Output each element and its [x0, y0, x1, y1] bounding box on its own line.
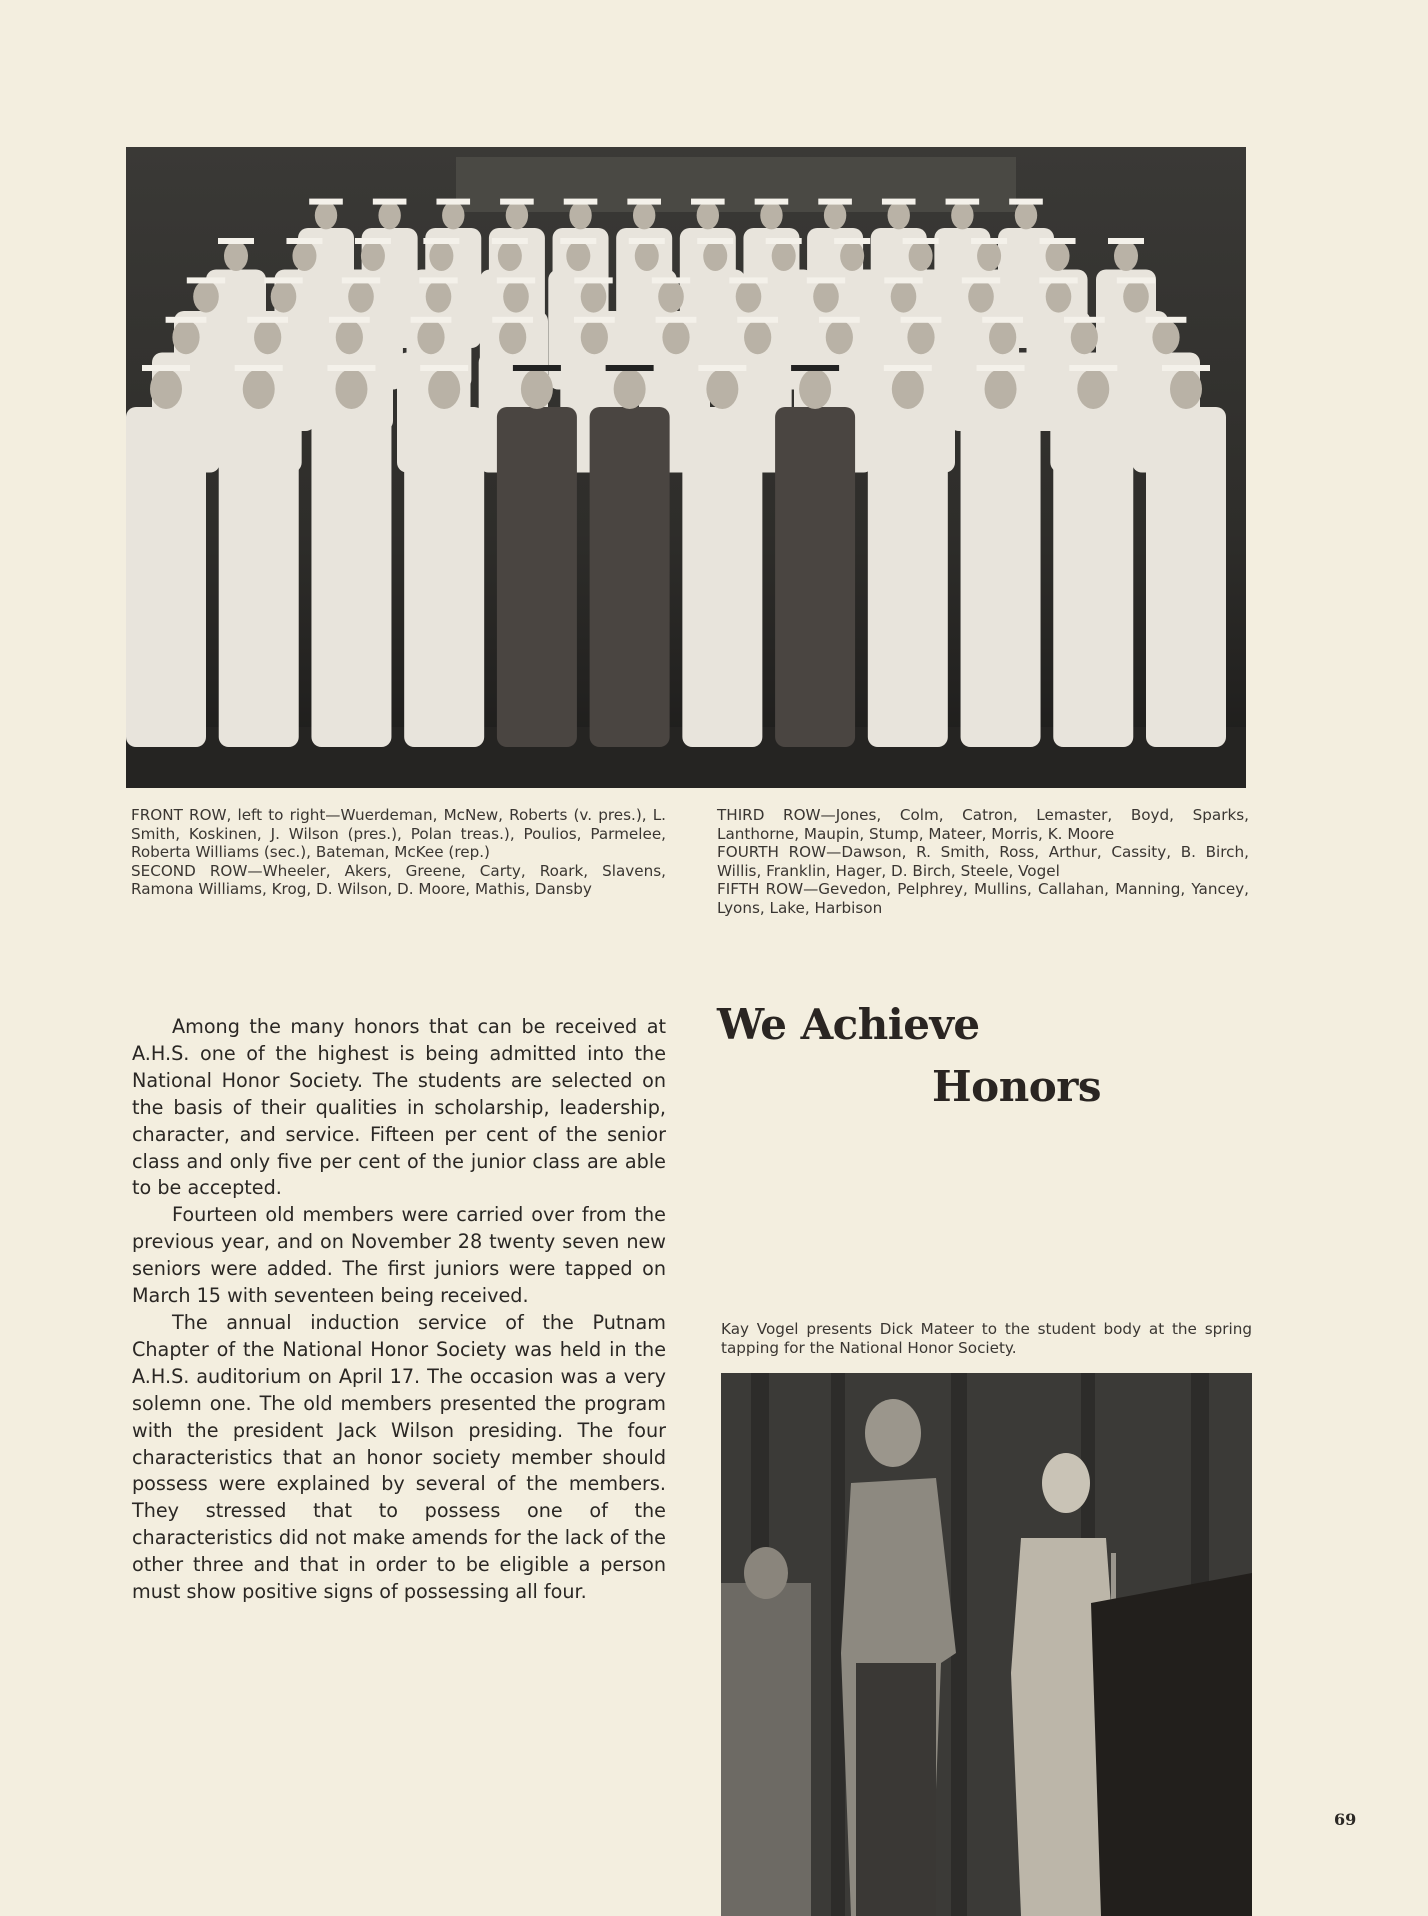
robe	[311, 407, 391, 747]
mortarboard	[691, 199, 725, 205]
mortarboard	[818, 199, 852, 205]
robe	[219, 407, 299, 747]
mortarboard	[355, 238, 391, 244]
tapping-photo	[721, 1373, 1252, 1916]
mortarboard	[627, 199, 661, 205]
face	[499, 320, 526, 354]
mortarboard	[698, 365, 746, 371]
face	[1046, 281, 1072, 313]
mortarboard	[373, 199, 407, 205]
mortarboard	[755, 199, 789, 205]
mortarboard	[946, 199, 980, 205]
robe	[126, 407, 206, 747]
face	[581, 281, 607, 313]
face	[172, 320, 199, 354]
face	[442, 201, 464, 229]
face	[566, 241, 590, 271]
mortarboard	[419, 277, 457, 283]
mortarboard	[235, 365, 283, 371]
group-photo-caption-left	[131, 806, 666, 899]
face	[909, 241, 933, 271]
mortarboard	[1146, 317, 1187, 323]
caption-third-row: THIRD ROW—Jones, Colm, Catron, Lemaster, Boyd, Sparks, Lanthorne, Maupin, Stump, Mateer, Morris, K. Moore	[717, 806, 1249, 843]
mortarboard	[1040, 238, 1076, 244]
face	[193, 281, 219, 313]
mortarboard	[264, 277, 302, 283]
face	[361, 241, 385, 271]
mortarboard	[982, 317, 1023, 323]
group-photo	[126, 147, 1246, 788]
tapping-photo-image	[721, 1373, 1252, 1916]
mortarboard	[737, 317, 778, 323]
mortarboard	[247, 317, 288, 323]
mortarboard	[342, 277, 380, 283]
face	[888, 201, 910, 229]
face	[989, 320, 1016, 354]
face	[150, 369, 182, 409]
mortarboard	[513, 365, 561, 371]
face	[426, 281, 452, 313]
face	[336, 320, 363, 354]
face	[348, 281, 374, 313]
face	[335, 369, 367, 409]
mortarboard	[1117, 277, 1155, 283]
face	[826, 320, 853, 354]
heading-line-1: We Achieve	[717, 1000, 980, 1049]
face	[635, 241, 659, 271]
face	[243, 369, 275, 409]
face	[378, 201, 400, 229]
caption-front-row: FRONT ROW, left to right—Wuerdeman, McNew, Roberts (v. pres.), L. Smith, Koskinen, J. Wilson (pres.), Polan treas.), Poulios, Parmelee, Roberta Williams (sec.), Bateman, McKee (rep.)	[131, 806, 666, 862]
caption-fifth-row: FIFTH ROW—Gevedon, Pelphrey, Mullins, Callahan, Manning, Yancey, Lyons, Lake, Harbison	[717, 880, 1249, 917]
face	[1123, 281, 1149, 313]
face	[697, 201, 719, 229]
face	[840, 241, 864, 271]
face	[417, 320, 444, 354]
face	[977, 241, 1001, 271]
face	[569, 201, 591, 229]
robe	[961, 407, 1041, 747]
robe	[404, 407, 484, 747]
mortarboard	[629, 238, 665, 244]
mortarboard	[1069, 365, 1117, 371]
face	[271, 281, 297, 313]
face	[503, 281, 529, 313]
face	[736, 281, 762, 313]
mortarboard	[329, 317, 370, 323]
mortarboard	[564, 199, 598, 205]
robe	[497, 407, 577, 747]
mortarboard	[492, 238, 528, 244]
heading-line-2: Honors	[932, 1062, 1102, 1111]
face	[1046, 241, 1070, 271]
mortarboard	[652, 277, 690, 283]
face	[224, 241, 248, 271]
face	[760, 201, 782, 229]
mortarboard	[882, 199, 916, 205]
face	[658, 281, 684, 313]
robe	[682, 407, 762, 747]
face	[1114, 241, 1138, 271]
robe	[1053, 407, 1133, 747]
face	[1152, 320, 1179, 354]
face	[907, 320, 934, 354]
mortarboard	[1009, 199, 1043, 205]
face	[891, 281, 917, 313]
paragraph: The annual induction service of the Putnam Chapter of the National Honor Society was held in the A.H.S. auditorium on April 17. The occasion was a very solemn one. The old members presented the program with the president Jack Wilson presiding. The four characteristics that an honor society member should possess were explained by several of the members. They stressed that to possess one of the characteristics did not make amends for the lack of the other three and that in order to be eligible a person must show positive signs of possessing all four.	[132, 1310, 666, 1604]
face	[521, 369, 553, 409]
mortarboard	[819, 317, 860, 323]
face	[985, 369, 1017, 409]
mortarboard	[436, 199, 470, 205]
face	[614, 369, 646, 409]
mortarboard	[834, 238, 870, 244]
mortarboard	[807, 277, 845, 283]
mortarboard	[903, 238, 939, 244]
mortarboard	[574, 277, 612, 283]
face	[428, 369, 460, 409]
mortarboard	[497, 277, 535, 283]
face	[292, 241, 316, 271]
face	[1170, 369, 1202, 409]
face	[968, 281, 994, 313]
caption-second-row: SECOND ROW—Wheeler, Akers, Greene, Carty, Roark, Slavens, Ramona Williams, Krog, D. Wilson, D. Moore, Mathis, Dansby	[131, 861, 666, 899]
mortarboard	[766, 238, 802, 244]
mortarboard	[492, 317, 533, 323]
mortarboard	[166, 317, 207, 323]
mortarboard	[884, 365, 932, 371]
robe	[868, 407, 948, 747]
mortarboard	[606, 365, 654, 371]
mortarboard	[697, 238, 733, 244]
face	[813, 281, 839, 313]
mortarboard	[286, 238, 322, 244]
face	[824, 201, 846, 229]
face	[662, 320, 689, 354]
page-number: 69	[1334, 1810, 1357, 1829]
face	[506, 201, 528, 229]
mortarboard	[187, 277, 225, 283]
face	[498, 241, 522, 271]
face	[581, 320, 608, 354]
mortarboard	[327, 365, 375, 371]
mortarboard	[971, 238, 1007, 244]
mortarboard	[962, 277, 1000, 283]
mortarboard	[977, 365, 1025, 371]
tapping-photo-caption: Kay Vogel presents Dick Mateer to the student body at the spring tapping for the National Honor Society.	[721, 1320, 1252, 1357]
mortarboard	[1039, 277, 1077, 283]
face	[254, 320, 281, 354]
group-photo-caption-right	[717, 806, 1249, 918]
mortarboard	[884, 277, 922, 283]
robe	[775, 407, 855, 747]
mortarboard	[901, 317, 942, 323]
mortarboard	[420, 365, 468, 371]
face	[633, 201, 655, 229]
face	[744, 320, 771, 354]
group-photo-image	[126, 147, 1246, 788]
mortarboard	[1108, 238, 1144, 244]
face	[703, 241, 727, 271]
face	[1015, 201, 1037, 229]
mortarboard	[218, 238, 254, 244]
article-body	[132, 1014, 666, 1606]
paragraph: Among the many honors that can be received at A.H.S. one of the highest is being admitted into the National Honor Society. The students are selected on the basis of their qualities in scholarship, leadership, character, and service. Fifteen per cent of the senior class and only five per cent of the junior class are able to be accepted.	[132, 1015, 666, 1200]
face	[799, 369, 831, 409]
mortarboard	[656, 317, 697, 323]
face	[772, 241, 796, 271]
mortarboard	[791, 365, 839, 371]
mortarboard	[309, 199, 343, 205]
robe	[590, 407, 670, 747]
mortarboard	[500, 199, 534, 205]
caption-fourth-row: FOURTH ROW—Dawson, R. Smith, Ross, Arthur, Cassity, B. Birch, Willis, Franklin, Hager, D. Birch, Steele, Vogel	[717, 843, 1249, 880]
robe	[1146, 407, 1226, 747]
face	[951, 201, 973, 229]
face	[706, 369, 738, 409]
face	[1077, 369, 1109, 409]
face	[429, 241, 453, 271]
face	[892, 369, 924, 409]
mortarboard	[729, 277, 767, 283]
mortarboard	[560, 238, 596, 244]
paragraph: Fourteen old members were carried over from the previous year, and on November 28 twenty seven new seniors were added. The first juniors were tapped on March 15 with seventeen being received.	[132, 1203, 666, 1308]
mortarboard	[1162, 365, 1210, 371]
face	[1071, 320, 1098, 354]
face	[315, 201, 337, 229]
mortarboard	[574, 317, 615, 323]
mortarboard	[411, 317, 452, 323]
mortarboard	[1064, 317, 1105, 323]
mortarboard	[423, 238, 459, 244]
mortarboard	[142, 365, 190, 371]
